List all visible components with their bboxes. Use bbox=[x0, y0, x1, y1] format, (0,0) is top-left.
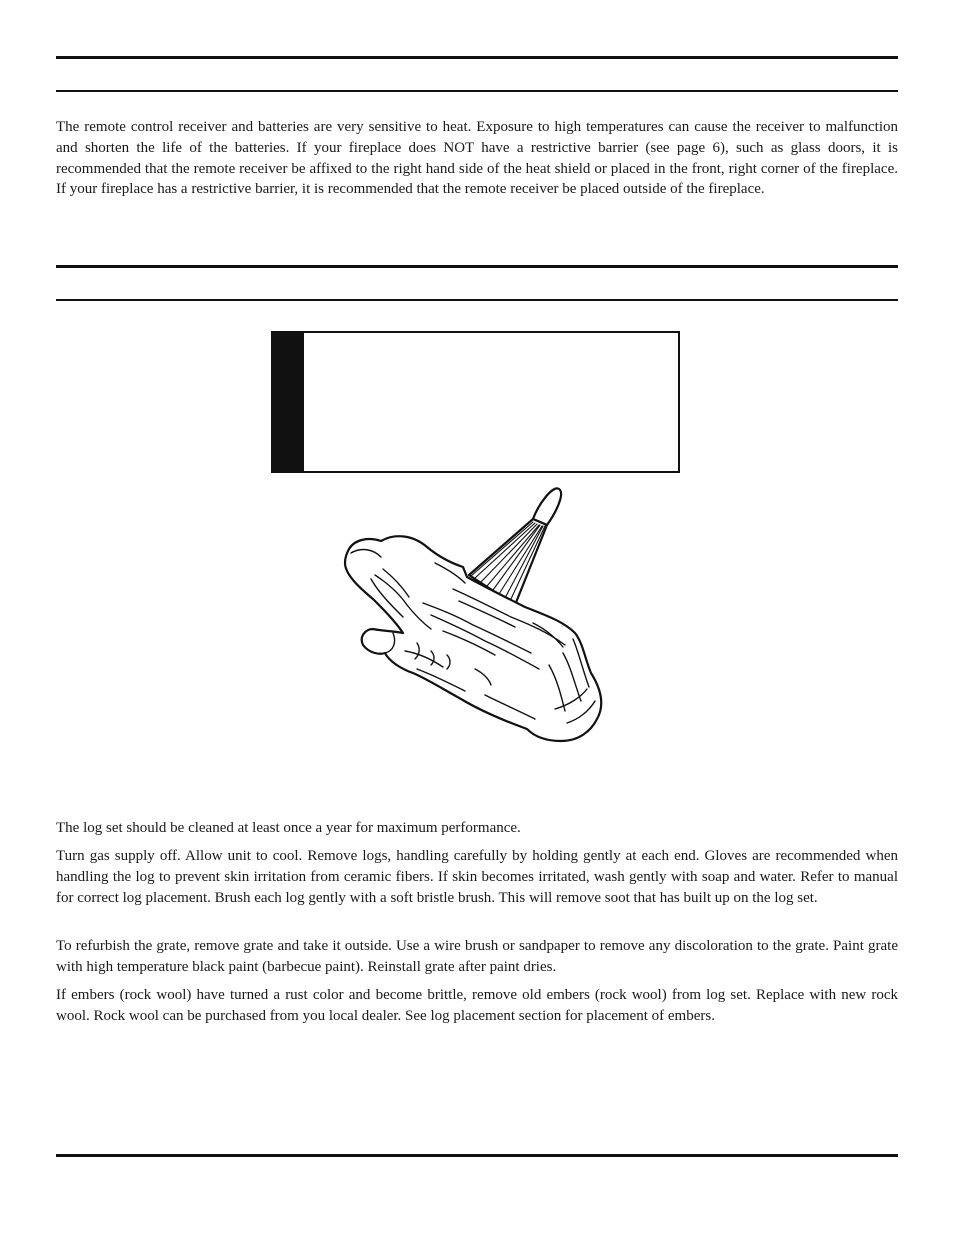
section2-bottom-rule bbox=[56, 299, 898, 301]
log-brush-icon bbox=[335, 483, 610, 748]
section1-bottom-rule bbox=[56, 90, 898, 92]
log-cleaning-paragraph-1: The log set should be cleaned at least once a year for maximum performance. bbox=[56, 820, 521, 836]
embers-paragraph: If embers (rock wool) have turned a rust color and become brittle, remove old embers (rock wool) from log set. Replace with new rock wool. Rock wool can be purchased from you local dealer. See log placement section for placement of embers. bbox=[56, 987, 898, 1024]
remote-receiver-paragraph: The remote control receiver and batteries are very sensitive to heat. Exposure to high temperatures can cause the receiver to malfunction and shorten the life of the batteries. If your fireplace does NOT have a restrictive barrier (see page 6), such as glass doors, it is recommended that the remote receiver be affixed to the right hand side of the heat shield or placed in the front, right corner of the fireplace. If your fireplace has a restrictive barrier, it is recommended that the remote receiver be placed outside of the fireplace. bbox=[56, 119, 898, 198]
log-cleaning-paragraph-2: Turn gas supply off. Allow unit to cool. Remove logs, handling carefully by holding gently at each end. Gloves are recommended when handling the log to prevent skin irritation from ceramic fibers. If skin becomes irritated, wash gently with soap and water. Refer to manual for correct log placement. Brush each log gently with a soft bristle brush. This will remove soot that has built up on the log set. bbox=[56, 848, 898, 906]
footer-rule bbox=[56, 1154, 898, 1157]
warning-box bbox=[271, 331, 680, 473]
section1-title bbox=[56, 60, 898, 90]
section2-title bbox=[56, 269, 898, 299]
warning-bar bbox=[273, 333, 304, 471]
section2-top-rule bbox=[56, 265, 898, 268]
grate-refurbish-paragraph: To refurbish the grate, remove grate and take it outside. Use a wire brush or sandpaper to remove any discoloration to the grate. Paint grate with high temperature black paint (barbecue paint). Reinstall grate after paint dries. bbox=[56, 938, 898, 975]
section1-top-rule bbox=[56, 56, 898, 59]
